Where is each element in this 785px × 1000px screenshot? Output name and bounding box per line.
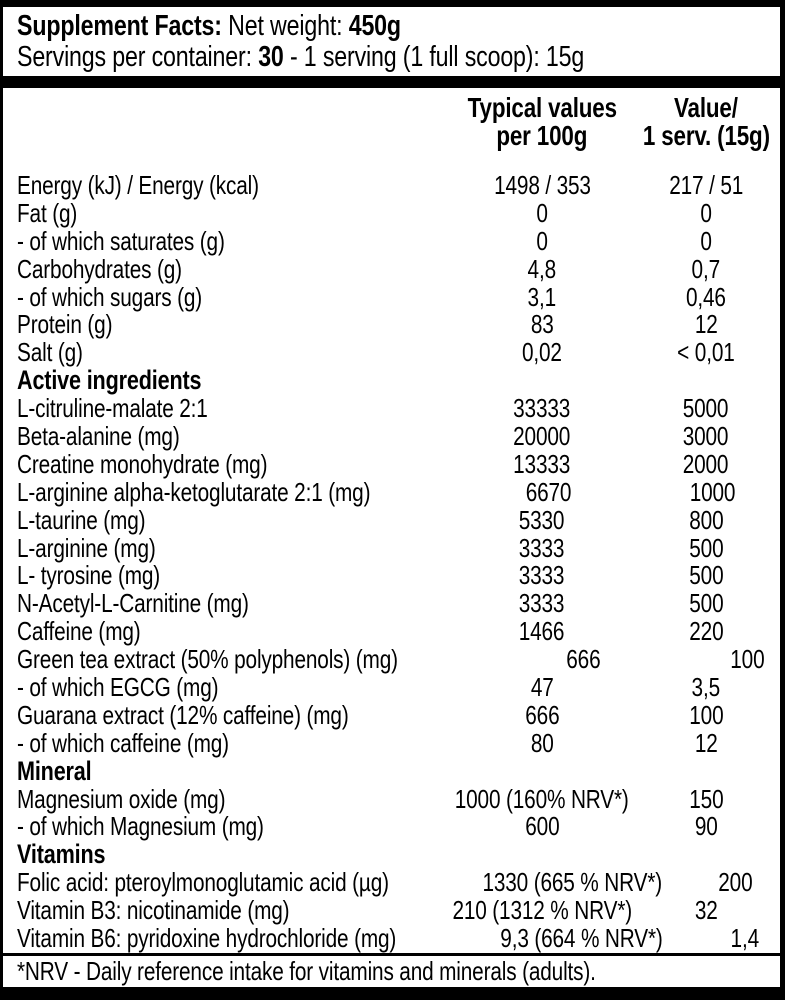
row-label-cell xyxy=(3,699,452,730)
row-perserving-cell xyxy=(632,311,780,339)
row-label-cell xyxy=(3,423,452,451)
top-border-bar xyxy=(0,0,785,7)
row-perserving: 2000 xyxy=(683,448,729,479)
row-perserving-cell xyxy=(632,813,780,841)
row-per100: 33333 xyxy=(513,393,571,424)
row-per100: 0 xyxy=(536,197,548,228)
row-perserving-cell xyxy=(639,476,785,507)
row-perserving: 500 xyxy=(688,588,724,619)
section-heading-row xyxy=(3,841,780,869)
row-label: L-taurine (mg) xyxy=(17,504,146,535)
row-perserving-cell xyxy=(673,646,785,674)
row-perserving: 217 / 51 xyxy=(669,170,743,200)
label-header xyxy=(0,7,785,76)
table-row xyxy=(3,562,780,590)
row-label: Magnesium oxide (mg) xyxy=(17,783,226,814)
row-label: - of which EGCG (mg) xyxy=(17,672,219,703)
row-perserving-cell xyxy=(671,925,785,953)
row-perserving-cell xyxy=(632,281,780,312)
row-label-cell xyxy=(3,897,452,925)
row-per100: 4,8 xyxy=(527,253,557,284)
row-per100-cell xyxy=(452,813,632,841)
row-label-cell xyxy=(3,925,491,953)
row-per100-cell xyxy=(491,925,671,953)
row-perserving-cell xyxy=(632,590,780,618)
row-perserving: 3000 xyxy=(683,421,729,452)
row-per100: 1330 (665 % NRV*) xyxy=(482,867,662,898)
bottom-border-bar xyxy=(0,987,785,1000)
row-per100: 3333 xyxy=(519,588,565,619)
header-gap xyxy=(3,150,780,172)
row-label-cell xyxy=(3,197,452,228)
row-per100: 666 xyxy=(524,699,560,730)
section-title: Vitamins xyxy=(17,839,106,870)
row-per100-cell xyxy=(452,618,632,646)
row-label-cell xyxy=(3,253,452,284)
row-label-cell xyxy=(3,532,452,563)
row-per100-cell xyxy=(452,172,632,200)
row-per100: 0,02 xyxy=(522,337,562,368)
nutrition-rows xyxy=(3,172,780,953)
row-perserving: 3,5 xyxy=(691,672,721,703)
table-row xyxy=(3,253,780,284)
row-label-cell xyxy=(3,783,452,814)
row-perserving: 0,46 xyxy=(686,281,726,312)
row-perserving-cell xyxy=(632,197,780,228)
row-perserving-cell xyxy=(632,562,780,590)
table-row xyxy=(3,532,780,563)
row-perserving: 100 xyxy=(730,644,765,675)
row-per100: 3333 xyxy=(519,532,565,563)
per-serving-header-line2: 1 serv. (15g) xyxy=(642,120,770,151)
row-perserving: 0 xyxy=(700,197,712,228)
row-label: - of which caffeine (mg) xyxy=(17,727,229,758)
row-per100: 1498 / 353 xyxy=(493,170,591,200)
row-label: Green tea extract (50% polyphenols) (mg) xyxy=(17,644,398,675)
row-label: - of which Magnesium (mg) xyxy=(17,811,264,842)
row-perserving-cell xyxy=(632,897,780,925)
row-per100: 13333 xyxy=(513,448,571,479)
row-perserving-cell xyxy=(632,504,780,535)
row-perserving: 12 xyxy=(694,309,718,340)
table-row xyxy=(3,897,780,925)
row-per100: 6670 xyxy=(525,476,572,507)
row-label-cell xyxy=(3,172,452,200)
table-row xyxy=(3,423,780,451)
row-label: L-citruline-malate 2:1 xyxy=(17,393,208,424)
row-label: Energy (kJ) / Energy (kcal) xyxy=(17,170,259,200)
row-label: Vitamin B3: nicotinamide (mg) xyxy=(17,895,290,926)
per-100g-header-line2: per 100g xyxy=(496,120,588,151)
table-row xyxy=(3,395,780,423)
table-row xyxy=(3,476,780,507)
row-label: - of which sugars (g) xyxy=(17,281,203,312)
table-row xyxy=(3,197,780,228)
row-label-cell xyxy=(3,281,452,312)
row-perserving-cell xyxy=(632,225,780,256)
row-label: L-arginine (mg) xyxy=(17,532,156,563)
row-perserving: 12 xyxy=(694,727,718,758)
row-label-cell xyxy=(3,727,452,758)
row-per100-cell xyxy=(452,897,632,925)
row-label-cell xyxy=(3,311,452,339)
row-label: L- tyrosine (mg) xyxy=(17,560,161,591)
row-label: Carbohydrates (g) xyxy=(17,253,182,284)
row-label: Caffeine (mg) xyxy=(17,616,141,647)
table-row xyxy=(3,674,780,702)
row-per100-cell xyxy=(452,281,632,312)
row-label: Folic acid: pteroylmonoglutamic acid (µg) xyxy=(17,867,389,898)
section-title: Active ingredients xyxy=(17,365,202,396)
table-row xyxy=(3,699,780,730)
section-heading-row xyxy=(3,755,780,786)
column-header-spacer xyxy=(3,94,452,150)
row-per100-cell xyxy=(452,395,632,423)
row-label: - of which saturates (g) xyxy=(17,225,225,256)
row-perserving: 200 xyxy=(718,867,753,898)
row-per100: 666 xyxy=(566,644,601,675)
per-100g-header-line1: Typical values xyxy=(467,92,617,123)
row-label-cell xyxy=(3,339,452,367)
table-row xyxy=(3,281,780,312)
row-per100-cell xyxy=(452,253,632,284)
table-row xyxy=(3,646,780,674)
servings-count: 30 xyxy=(258,41,284,73)
row-label-cell xyxy=(3,395,452,423)
nrv-footnote-text: *NRV - Daily reference intake for vitamins and minerals (adults). xyxy=(17,956,596,986)
table-row xyxy=(3,925,780,953)
row-perserving-cell xyxy=(632,339,780,367)
row-perserving: < 0,01 xyxy=(677,337,735,368)
row-per100: 9,3 (664 % NRV*) xyxy=(499,923,663,954)
nrv-footnote-row xyxy=(3,953,780,987)
row-perserving: 500 xyxy=(688,560,724,591)
row-perserving: 1000 xyxy=(689,476,736,507)
row-label-cell xyxy=(3,813,452,841)
row-perserving-cell xyxy=(662,869,785,897)
row-perserving-cell xyxy=(632,423,780,451)
row-per100: 3333 xyxy=(519,560,565,591)
row-per100-cell xyxy=(482,869,662,897)
row-per100-cell xyxy=(452,197,632,228)
serving-size-detail: - 1 serving (1 full scoop): 15g xyxy=(283,41,585,73)
row-perserving: 0 xyxy=(700,225,712,256)
row-label: Creatine monohydrate (mg) xyxy=(17,448,268,479)
row-perserving-cell xyxy=(632,674,780,702)
row-per100-cell xyxy=(452,225,632,256)
row-per100-cell xyxy=(452,339,632,367)
row-perserving: 5000 xyxy=(683,393,729,424)
row-perserving: 500 xyxy=(688,532,724,563)
row-label-cell xyxy=(3,590,452,618)
row-per100: 80 xyxy=(530,727,554,758)
row-per100-cell xyxy=(452,311,632,339)
row-per100-cell xyxy=(459,476,639,507)
row-per100: 210 (1312 % NRV*) xyxy=(452,895,632,926)
row-label-cell xyxy=(3,869,482,897)
row-label-cell xyxy=(3,225,452,256)
row-per100: 20000 xyxy=(513,421,571,452)
row-per100-cell xyxy=(452,504,632,535)
supplement-facts-title: Supplement Facts: xyxy=(17,10,222,42)
servings-label: Servings per container: xyxy=(17,41,259,73)
row-perserving-cell xyxy=(632,172,780,200)
row-label-cell xyxy=(3,504,452,535)
row-label-cell xyxy=(3,674,452,702)
row-per100: 1000 (160% NRV*) xyxy=(455,783,629,814)
row-label-cell xyxy=(3,562,452,590)
section-heading-row xyxy=(3,367,780,395)
row-label: Beta-alanine (mg) xyxy=(17,421,180,452)
table-row xyxy=(3,448,780,479)
row-per100-cell xyxy=(452,590,632,618)
row-perserving: 1,4 xyxy=(730,923,760,954)
row-perserving-cell xyxy=(632,783,780,814)
table-row xyxy=(3,618,780,646)
row-label: Vitamin B6: pyridoxine hydrochloride (mg) xyxy=(17,923,397,954)
row-per100: 47 xyxy=(530,672,554,703)
row-perserving-cell xyxy=(632,448,780,479)
row-perserving: 150 xyxy=(688,783,724,814)
row-perserving: 100 xyxy=(688,699,724,730)
row-perserving-cell xyxy=(632,727,780,758)
table-row xyxy=(3,504,780,535)
table-row xyxy=(3,311,780,339)
table-row xyxy=(3,172,780,200)
table-row xyxy=(3,727,780,758)
row-label-cell xyxy=(3,646,493,674)
row-per100-cell xyxy=(452,674,632,702)
header-separator-bar xyxy=(0,76,785,88)
row-perserving-cell xyxy=(632,253,780,284)
row-label-cell xyxy=(3,448,452,479)
table-row xyxy=(3,339,780,367)
row-perserving: 800 xyxy=(688,504,724,535)
nutrition-table xyxy=(0,88,785,987)
table-row xyxy=(3,869,780,897)
row-per100-cell xyxy=(452,532,632,563)
row-per100: 3,1 xyxy=(527,281,557,312)
row-per100: 5330 xyxy=(519,504,565,535)
header-line-2 xyxy=(17,42,780,73)
table-row xyxy=(3,783,780,814)
table-row xyxy=(3,590,780,618)
row-per100-cell xyxy=(452,423,632,451)
row-per100: 600 xyxy=(524,811,560,842)
row-per100-cell xyxy=(452,448,632,479)
row-perserving: 220 xyxy=(688,616,724,647)
row-per100-cell xyxy=(493,646,673,674)
row-label: Protein (g) xyxy=(17,309,113,340)
row-perserving-cell xyxy=(632,618,780,646)
row-label-cell xyxy=(3,618,452,646)
per-serving-header-line1: Value/ xyxy=(674,92,738,123)
row-per100-cell xyxy=(452,699,632,730)
column-header-per-serving xyxy=(632,94,780,150)
row-label: L-arginine alpha-ketoglutarate 2:1 (mg) xyxy=(17,476,371,507)
column-header-per-100g xyxy=(452,94,632,150)
column-headers xyxy=(3,94,780,150)
net-weight-value: 450g xyxy=(348,10,401,42)
row-perserving: 0,7 xyxy=(691,253,721,284)
row-per100: 0 xyxy=(536,225,548,256)
row-perserving: 90 xyxy=(694,811,718,842)
row-perserving-cell xyxy=(632,532,780,563)
row-per100: 83 xyxy=(530,309,554,340)
row-perserving: 32 xyxy=(694,895,718,926)
row-per100-cell xyxy=(452,562,632,590)
row-perserving-cell xyxy=(632,395,780,423)
table-row xyxy=(3,813,780,841)
header-line-1 xyxy=(17,11,780,42)
row-per100-cell xyxy=(452,783,632,814)
table-row xyxy=(3,225,780,256)
row-label: N-Acetyl-L-Carnitine (mg) xyxy=(17,588,249,619)
row-per100: 1466 xyxy=(519,616,565,647)
row-label: Salt (g) xyxy=(17,337,83,368)
row-perserving-cell xyxy=(632,699,780,730)
row-label-cell xyxy=(3,476,459,507)
row-per100-cell xyxy=(452,727,632,758)
net-weight-label: Net weight: xyxy=(221,10,349,42)
section-title: Mineral xyxy=(17,755,92,786)
row-label: Fat (g) xyxy=(17,197,78,228)
row-label: Guarana extract (12% caffeine) (mg) xyxy=(17,699,349,730)
